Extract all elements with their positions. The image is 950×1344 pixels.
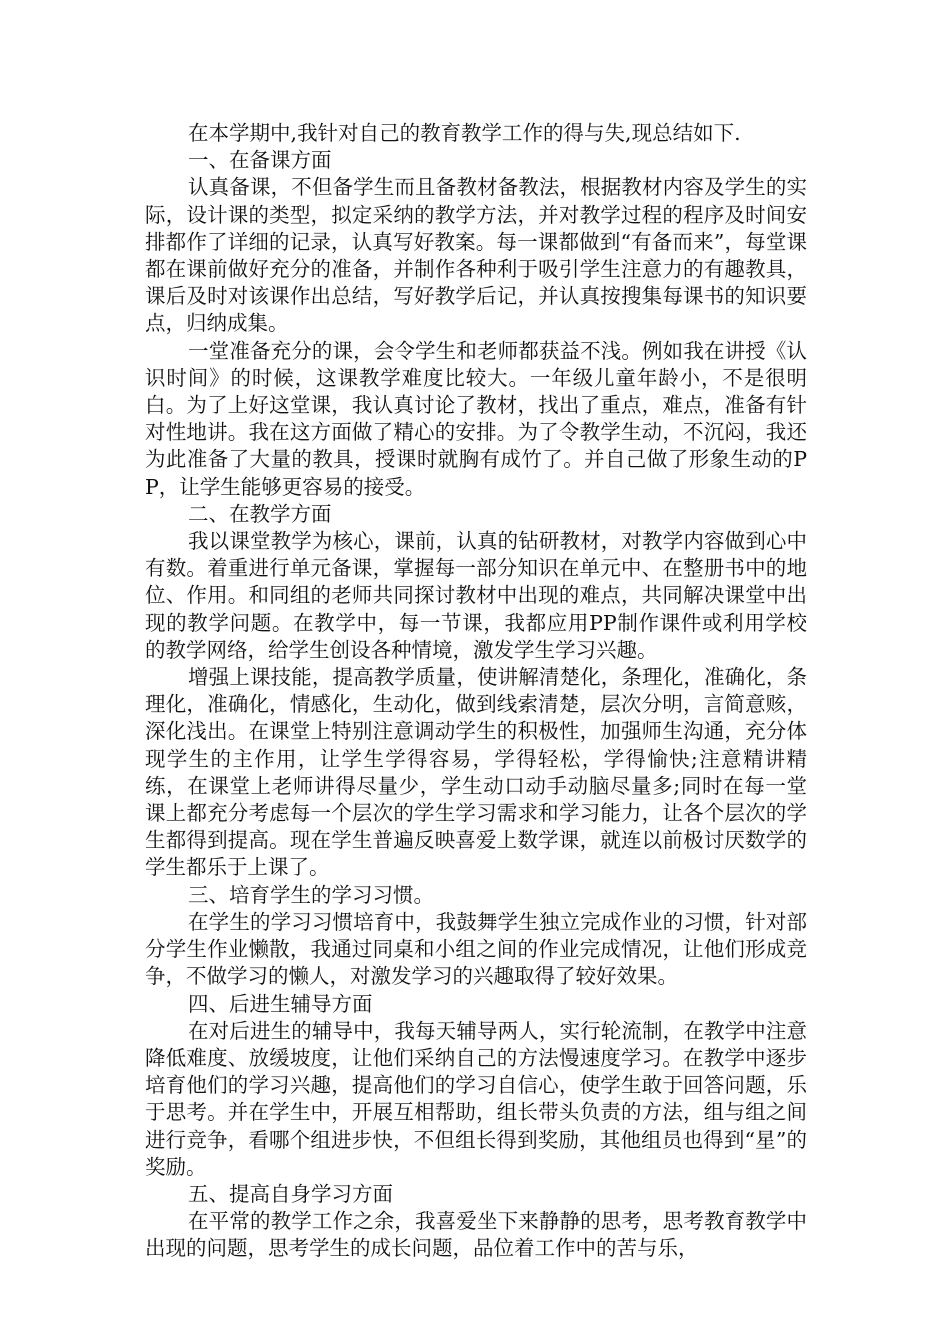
body-paragraph: 在平常的教学工作之余，我喜爱坐下来静静的思考，思考教育教学中出现的问题，思考学生的成长问题，品位着工作中的苦与乐， [145, 1209, 807, 1261]
section-heading-teaching: 二、在教学方面 [188, 501, 332, 526]
body-paragraph: 一堂准备充分的课，会令学生和老师都获益不浅。例如我在讲授《认识时间》的时候，这课教学难度比较大。一年级儿童年龄小，不是很明白。为了上好这堂课，我认真讨论了教材，找出了重点，难点，准备有针对性地讲。我在这方面做了精心的安排。为了令教学生动，不沉闷，我还为此准备了大量的教具，授课时就胸有成竹了。并自己做了形象生动的PP，让学生能够更容易的接受。 [145, 338, 807, 499]
body-paragraph: 在学生的学习习惯培育中，我鼓舞学生独立完成作业的习惯，针对部分学生作业懒散，我通过同桌和小组之间的作业完成情况，让他们形成竞争，不做学习的懒人，对激发学习的兴趣取得了较好效果。 [145, 909, 807, 989]
body-paragraph: 认真备课，不但备学生而且备教材备教法，根据教材内容及学生的实际，设计课的类型，拟定采纳的教学方法，并对教学过程的程序及时间安排都作了详细的记录，认真写好教案。每一课都做到“有备而来”，每堂课都在课前做好充分的准备，并制作各种利于吸引学生注意力的有趣教具，课后及时对该课作出总结，写好教学后记，并认真按搜集每课书的知识要点，归纳成集。 [145, 175, 807, 336]
intro-paragraph: 在本学期中,我针对自己的教育教学工作的得与失,现总结如下. [188, 121, 741, 145]
section-heading-study-habits: 三、培育学生的学习习惯。 [188, 882, 435, 907]
section-heading-tutoring: 四、后进生辅导方面 [188, 991, 373, 1016]
section-heading-lesson-prep: 一、在备课方面 [188, 148, 332, 173]
document-body [145, 120, 807, 1263]
body-paragraph: 我以课堂教学为核心，课前，认真的钻研教材，对教学内容做到心中有数。着重进行单元备课，掌握每一部分知识在单元中、在整册书中的地位、作用。和同组的老师共同探讨教材中出现的难点，共同解决课堂中出现的教学问题。在教学中，每一节课，我都应用PP制作课件或利用学校的教学网络，给学生创设各种情境，激发学生学习兴趣。 [145, 529, 807, 662]
section-heading-self-improvement: 五、提高自身学习方面 [188, 1181, 394, 1206]
body-paragraph: 在对后进生的辅导中，我每天辅导两人，实行轮流制，在教学中注意降低难度、放缓坡度，让他们采纳自己的方法慢速度学习。在教学中逐步培育他们的学习兴趣，提高他们的学习自信心，使学生敢于回答问题，乐于思考。并在学生中，开展互相帮助，组长带头负责的方法，组与组之间进行竞争，看哪个组进步快，不但组长得到奖励，其他组员也得到“星”的奖励。 [145, 1018, 807, 1179]
body-paragraph: 增强上课技能，提高教学质量，使讲解清楚化，条理化，准确化，条理化，准确化，情感化，生动化，做到线索清楚，层次分明，言简意赅，深化浅出。在课堂上特别注意调动学生的积极性，加强师生沟通，充分体现学生的主作用，让学生学得容易，学得轻松，学得愉快;注意精讲精练，在课堂上老师讲得尽量少，学生动口动手动脑尽量多;同时在每一堂课上都充分考虑每一个层次的学生学习需求和学习能力，让各个层次的学生都得到提高。现在学生普遍反映喜爱上数学课，就连以前极讨厌数学的学生都乐于上课了。 [145, 665, 807, 880]
